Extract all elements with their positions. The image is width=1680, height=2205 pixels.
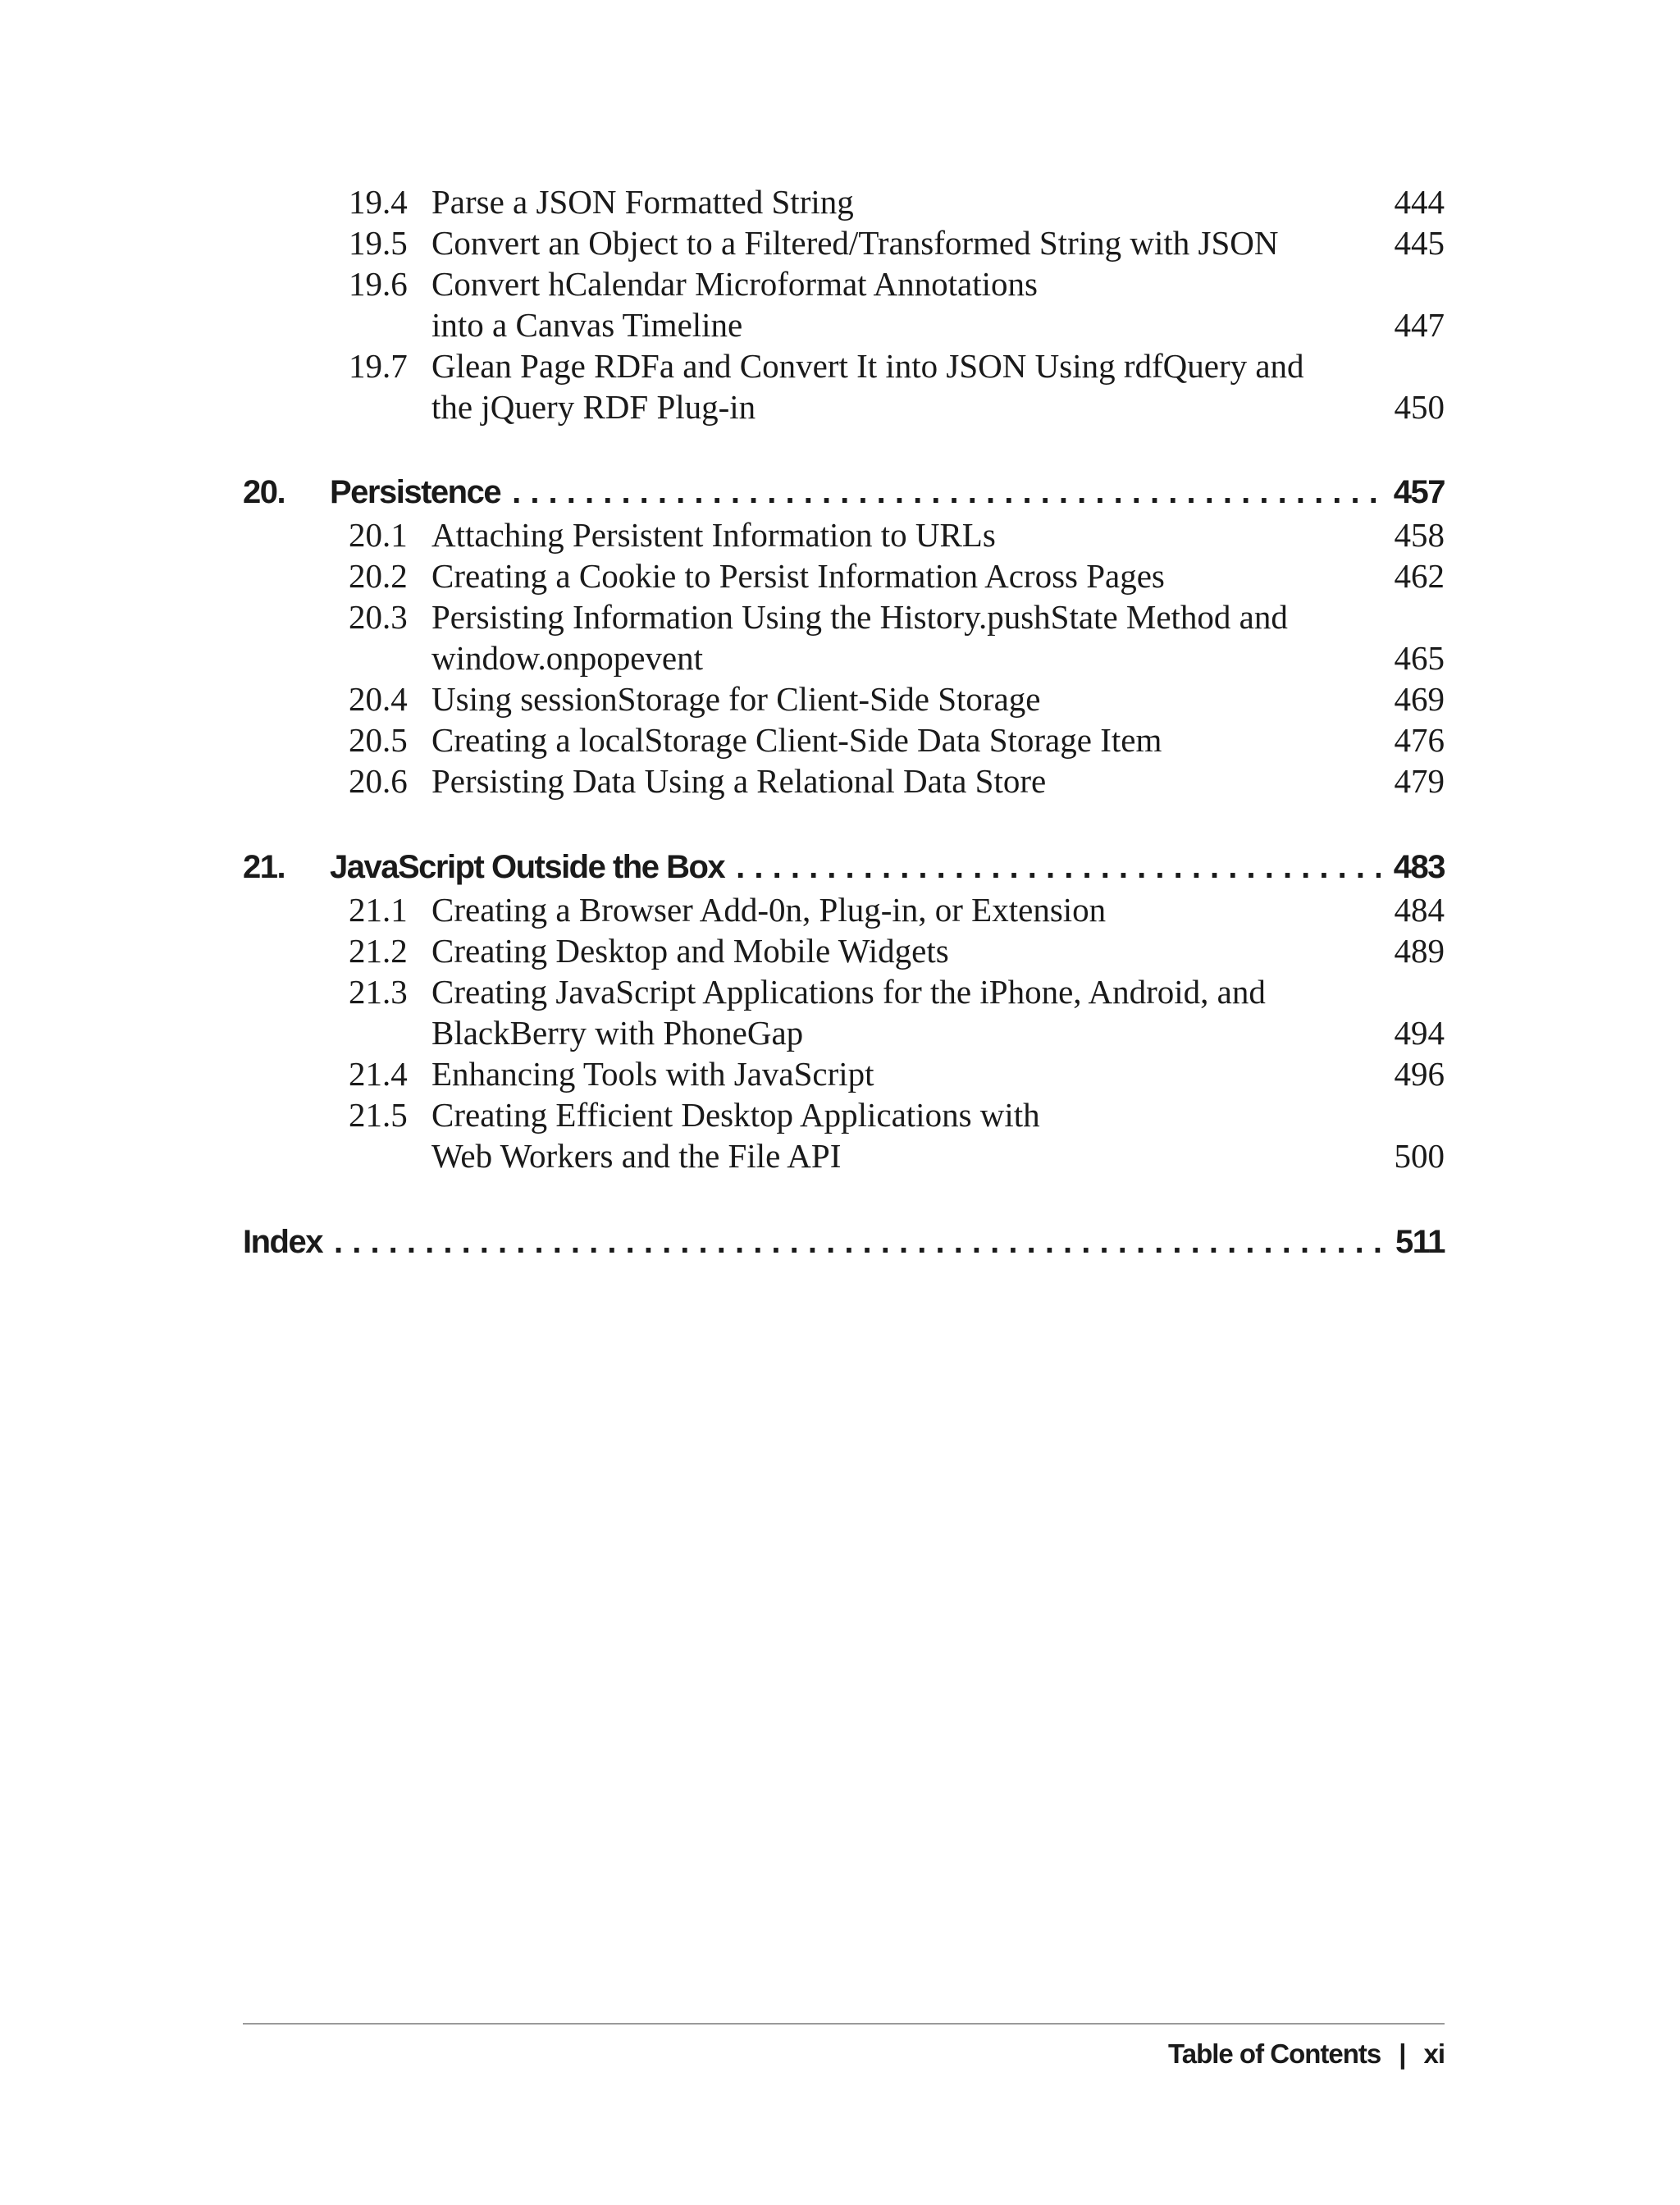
section-title: Using sessionStorage for Client-Side Storage (431, 680, 1041, 718)
toc-section-20-3[interactable] (349, 596, 1445, 637)
section-title-continued: Web Workers and the File API (431, 1137, 842, 1175)
toc-chapter-20[interactable] (243, 469, 1445, 515)
toc-section-21-5[interactable] (349, 1094, 1445, 1135)
footer-page-number: xi (1423, 2038, 1445, 2069)
section-title: Enhancing Tools with JavaScript (431, 1055, 874, 1093)
toc-section-19-7[interactable] (349, 345, 1445, 386)
chapter-page: 483 (1393, 849, 1445, 885)
toc-section-20-5[interactable] (349, 719, 1445, 760)
dot-leader (334, 1219, 1382, 1265)
dot-leader (512, 469, 1381, 515)
chapter-page: 457 (1393, 474, 1445, 510)
section-page: 450 (1394, 388, 1445, 426)
section-page: 479 (1394, 762, 1445, 800)
section-title: Creating a Browser Add-0n, Plug-in, or Extension (431, 891, 1107, 929)
toc-section-20-3-cont[interactable] (349, 637, 1445, 678)
toc-section-19-7-cont[interactable] (349, 386, 1445, 427)
section-number: 21.5 (349, 1096, 408, 1134)
page-footer (1168, 2031, 1445, 2077)
section-page: 484 (1394, 891, 1445, 929)
section-title: Creating a Cookie to Persist Information Across Pages (431, 557, 1165, 595)
section-page: 469 (1394, 680, 1445, 718)
toc-chapter-21[interactable] (243, 844, 1445, 890)
section-title: Creating a localStorage Client-Side Data Storage Item (431, 721, 1162, 759)
section-number: 20.5 (349, 721, 408, 759)
toc-section-20-2[interactable] (349, 555, 1445, 596)
toc-section-19-4[interactable] (349, 181, 1445, 222)
section-page: 500 (1394, 1137, 1445, 1175)
chapter-number: 21. (243, 849, 285, 885)
index-title: Index (243, 1224, 322, 1260)
toc-section-20-6[interactable] (349, 760, 1445, 801)
section-page: 445 (1394, 224, 1445, 262)
section-title: Creating Desktop and Mobile Widgets (431, 932, 949, 970)
section-number: 20.1 (349, 516, 408, 554)
toc-section-20-4[interactable] (349, 678, 1445, 719)
section-number: 21.4 (349, 1055, 408, 1093)
section-number: 20.6 (349, 762, 408, 800)
section-number: 19.6 (349, 265, 408, 303)
section-title-continued: BlackBerry with PhoneGap (431, 1014, 804, 1052)
section-number: 21.3 (349, 973, 408, 1011)
section-page: 489 (1394, 932, 1445, 970)
section-page: 465 (1394, 639, 1445, 677)
section-title: Persisting Information Using the History.pushState Method and (431, 598, 1288, 636)
section-page: 458 (1394, 516, 1445, 554)
section-title: Creating Efficient Desktop Applications with (431, 1096, 1040, 1134)
section-number: 20.4 (349, 680, 408, 718)
section-title: Attaching Persistent Information to URLs (431, 516, 996, 554)
chapter-title: Persistence (330, 474, 501, 510)
section-number: 19.4 (349, 183, 408, 221)
dot-leader (736, 844, 1381, 890)
toc-section-21-3[interactable] (349, 971, 1445, 1012)
section-title: Convert an Object to a Filtered/Transformed String with JSON (431, 224, 1279, 262)
section-page: 447 (1394, 306, 1445, 344)
toc-section-21-2[interactable] (349, 930, 1445, 971)
toc-section-21-4[interactable] (349, 1053, 1445, 1094)
toc-section-19-6-cont[interactable] (349, 304, 1445, 345)
section-page: 444 (1394, 183, 1445, 221)
toc-section-19-6[interactable] (349, 263, 1445, 304)
section-page: 462 (1394, 557, 1445, 595)
chapter-title: JavaScript Outside the Box (330, 849, 725, 885)
section-title-continued: into a Canvas Timeline (431, 306, 743, 344)
section-number: 19.7 (349, 347, 408, 385)
footer-section-title: Table of Contents (1168, 2038, 1381, 2069)
section-title: Parse a JSON Formatted String (431, 183, 854, 221)
section-title-continued: window.onpopevent (431, 639, 703, 677)
section-number: 19.5 (349, 224, 408, 262)
footer-rule (243, 2023, 1445, 2025)
chapter-number: 20. (243, 474, 285, 510)
section-title: Creating JavaScript Applications for the iPhone, Android, and (431, 973, 1266, 1011)
toc-section-21-5-cont[interactable] (349, 1135, 1445, 1176)
section-number: 21.2 (349, 932, 408, 970)
toc-section-19-5[interactable] (349, 222, 1445, 263)
section-title: Glean Page RDFa and Convert It into JSON Using rdfQuery and (431, 347, 1304, 385)
index-page: 511 (1395, 1224, 1445, 1260)
toc-section-21-1[interactable] (349, 889, 1445, 930)
section-page: 494 (1394, 1014, 1445, 1052)
section-title-continued: the jQuery RDF Plug-in (431, 388, 756, 426)
section-page: 476 (1394, 721, 1445, 759)
section-title: Persisting Data Using a Relational Data Store (431, 762, 1047, 800)
toc-index[interactable] (243, 1219, 1445, 1265)
section-number: 21.1 (349, 891, 408, 929)
section-title: Convert hCalendar Microformat Annotations (431, 265, 1038, 303)
section-page: 496 (1394, 1055, 1445, 1093)
section-number: 20.2 (349, 557, 408, 595)
section-number: 20.3 (349, 598, 408, 636)
toc-section-20-1[interactable] (349, 514, 1445, 555)
toc-section-21-3-cont[interactable] (349, 1012, 1445, 1053)
footer-separator: | (1399, 2038, 1406, 2069)
